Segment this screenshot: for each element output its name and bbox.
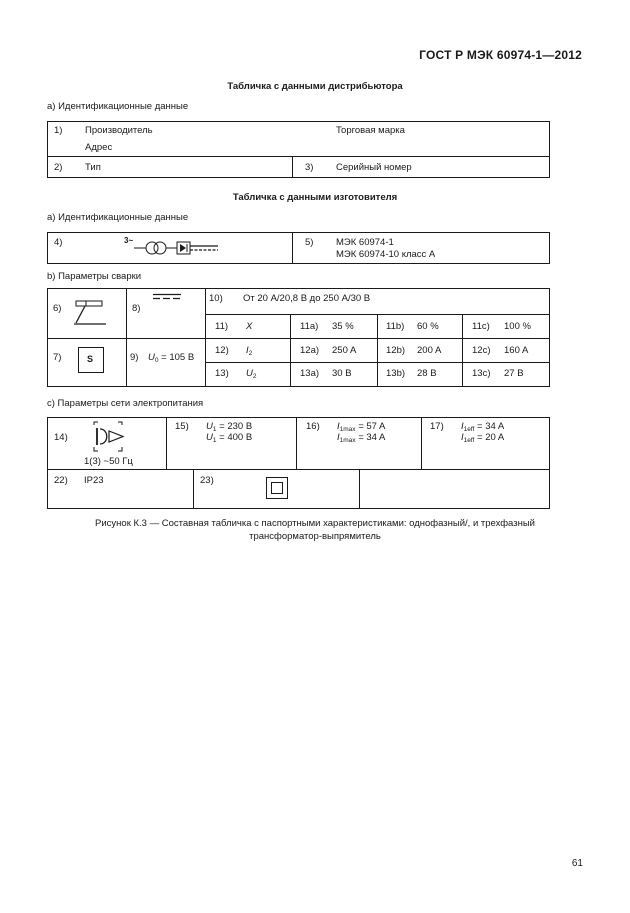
row-12-label: 12) xyxy=(215,345,229,356)
current-voltage-range: От 20 A/20,8 В до 250 А/30 В xyxy=(243,293,371,304)
figure-caption-line-2: трансформатор-выпрямитель xyxy=(249,531,381,542)
page-number: 61 xyxy=(571,858,583,869)
serial-number-label: Серийный номер xyxy=(336,162,412,173)
three-phase-mark: 3~ xyxy=(124,236,134,245)
row-13-label: 13) xyxy=(215,368,229,379)
manufacturer-section-a: a) Идентификационные данные xyxy=(47,212,189,223)
i2-letter: I xyxy=(246,345,249,356)
s-symbol-box xyxy=(78,347,104,373)
i1max-letter: I xyxy=(337,432,340,443)
i1eff-line-2 xyxy=(461,432,504,444)
document-code: ГОСТ Р МЭК 60974-1—2012 xyxy=(419,48,582,62)
standard-2: МЭК 60974-10 класс A xyxy=(336,249,436,260)
cell-13b-value: 28 В xyxy=(417,368,437,379)
u0-subscript: 0 xyxy=(154,357,159,364)
cell-7-label: 7) xyxy=(53,352,62,363)
cell-5-label: 5) xyxy=(305,237,314,248)
i1max-subscript: 1max xyxy=(339,437,356,444)
i1eff-value-a: = 34 A xyxy=(477,421,505,432)
cell-6-label: 6) xyxy=(53,303,62,314)
cell-22-label: 22) xyxy=(54,475,68,486)
manufacturer-label: Производитель xyxy=(85,125,153,136)
i1eff-subscript: 1eff xyxy=(463,437,475,444)
welding-section: b) Параметры сварки xyxy=(47,271,142,282)
mains-input-icon xyxy=(92,421,128,455)
i2-symbol xyxy=(246,345,252,357)
cell-11a-label: 11a) xyxy=(300,321,319,332)
cell-12a-label: 12a) xyxy=(300,345,320,356)
cell-13a-value: 30 В xyxy=(332,368,352,379)
u2-letter: U xyxy=(246,368,253,379)
cell-12c-value: 160 A xyxy=(504,345,529,356)
cell-13c-label: 13c) xyxy=(472,368,491,379)
divider xyxy=(462,314,463,386)
type-label: Тип xyxy=(85,162,101,173)
cell-13c-value: 27 В xyxy=(504,368,524,379)
divider xyxy=(359,469,360,508)
u1-line-2 xyxy=(206,432,252,444)
cell-11c-value: 100 % xyxy=(504,321,531,332)
cell-17-label: 17) xyxy=(430,421,444,432)
cell-8-label: 8) xyxy=(132,303,141,314)
row-11-label: 11) xyxy=(215,321,229,332)
u1-subscript: 1 xyxy=(212,426,217,433)
standard-1: МЭК 60974-1 xyxy=(336,237,394,248)
trademark-label: Торговая марка xyxy=(336,125,405,136)
divider xyxy=(48,156,549,157)
duty-cycle-symbol: X xyxy=(246,321,253,332)
u1-letter: U xyxy=(206,421,213,432)
cell-11c-label: 11c) xyxy=(472,321,490,332)
divider xyxy=(290,314,291,386)
figure-caption-line-1: Рисунок К.3 — Составная табличка с паспортными характеристиками: однофазный/, и трехфазный xyxy=(95,518,535,529)
cell-1-label: 1) xyxy=(54,125,63,136)
ip-rating: IP23 xyxy=(84,475,104,486)
i1max-value-b: = 34 A xyxy=(358,432,386,443)
welding-table xyxy=(47,288,550,387)
double-insulation-inner xyxy=(271,482,283,494)
cell-16-label: 16) xyxy=(306,421,320,432)
identification-table xyxy=(47,232,550,264)
cell-12a-value: 250 A xyxy=(332,345,357,356)
u1-letter: U xyxy=(206,432,213,443)
i1eff-value-b: = 20 A xyxy=(477,432,505,443)
cell-2-label: 2) xyxy=(54,162,63,173)
address-label: Адрес xyxy=(85,142,113,153)
divider xyxy=(292,156,293,178)
divider xyxy=(48,338,205,339)
mains-section: c) Параметры сети электропитания xyxy=(47,398,204,409)
u0-number: = 105 В xyxy=(161,352,195,363)
i1eff-letter: I xyxy=(461,432,464,443)
divider xyxy=(296,418,297,469)
i1max-letter: I xyxy=(337,421,340,432)
divider xyxy=(48,469,549,470)
mains-table xyxy=(47,417,550,509)
cell-13a-label: 13a) xyxy=(300,368,320,379)
divider xyxy=(193,469,194,508)
transformer-rectifier-icon xyxy=(124,235,224,261)
cell-23-label: 23) xyxy=(200,475,214,486)
distributor-table xyxy=(47,121,550,178)
u1-value-b: = 400 В xyxy=(219,432,253,443)
s-symbol: S xyxy=(87,354,94,364)
distributor-section-a: a) Идентификационные данные xyxy=(47,101,189,112)
i1eff-subscript: 1eff xyxy=(463,426,475,433)
cell-4-label: 4) xyxy=(54,237,63,248)
divider xyxy=(292,233,293,263)
u1-subscript: 1 xyxy=(212,437,217,444)
cell-11a-value: 35 % xyxy=(332,321,354,332)
u2-symbol xyxy=(246,368,257,380)
u0-symbol: U xyxy=(148,352,155,363)
u0-value xyxy=(148,352,194,364)
cell-14-label: 14) xyxy=(54,432,68,443)
i1eff-letter: I xyxy=(461,421,464,432)
cell-10-label: 10) xyxy=(209,293,223,304)
cell-11b-label: 11b) xyxy=(386,321,405,332)
i1max-line-2 xyxy=(337,432,385,444)
manufacturer-plate-title: Табличка с данными изготовителя xyxy=(232,192,398,203)
distributor-plate-title: Табличка с данными дистрибьютора xyxy=(227,81,403,92)
double-insulation-icon xyxy=(266,477,288,499)
u2-subscript: 2 xyxy=(252,373,257,380)
divider xyxy=(166,418,167,469)
i1max-subscript: 1max xyxy=(339,426,356,433)
transformer-rectifier-symbol xyxy=(124,235,224,261)
cell-12b-value: 200 A xyxy=(417,345,442,356)
cell-13b-label: 13b) xyxy=(386,368,406,379)
direct-current-icon xyxy=(153,293,181,301)
i1max-value-a: = 57 A xyxy=(358,421,386,432)
cell-12c-label: 12c) xyxy=(472,345,491,356)
mma-welding-icon xyxy=(74,299,106,327)
i2-subscript: 2 xyxy=(248,350,253,357)
cell-11b-value: 60 % xyxy=(417,321,439,332)
mains-frequency: 1(3) ~50 Гц xyxy=(84,456,133,467)
divider xyxy=(421,418,422,469)
divider xyxy=(377,314,378,386)
cell-9-label: 9) xyxy=(130,352,139,363)
cell-3-label: 3) xyxy=(305,162,314,173)
u1-value-a: = 230 В xyxy=(219,421,253,432)
cell-12b-label: 12b) xyxy=(386,345,406,356)
cell-15-label: 15) xyxy=(175,421,189,432)
